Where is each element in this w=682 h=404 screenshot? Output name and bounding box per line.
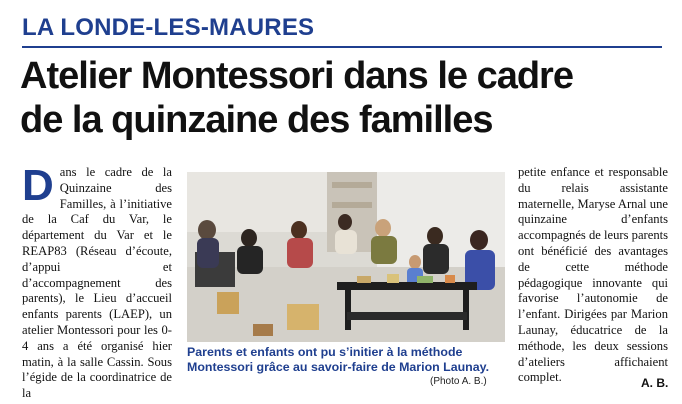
photo-caption (187, 345, 505, 375)
photo-illustration (187, 172, 505, 342)
article-photo (187, 172, 505, 342)
photo-credit: (Photo A. B.) (430, 376, 487, 387)
headline (20, 54, 670, 142)
author-signature: A. B. (641, 376, 669, 390)
article-column-right (518, 165, 668, 386)
section-kicker: LA LONDE-LES-MAURES (22, 14, 315, 41)
dropcap: D (22, 161, 54, 210)
article-text-right: petite enfance et responsable du relais assistante maternelle, Maryse Arnal une quinzaine d’enfants accompagnés de leurs parents ont bénéficié des avantages de cette méthode pédagogique innovante qui favorise l’autonomie de l’enfant. Dirigées par Marion Launay, éducatrice de la méthode, les deux sessions d’ateliers affichaient complet. (518, 165, 669, 385)
article-column-left (22, 161, 172, 402)
kicker-rule (22, 46, 662, 48)
photo-caption-line-1: Parents et enfants ont pu s’initier à la méthode (187, 345, 463, 359)
photo-caption-line-2: Montessori grâce au savoir-faire de Marion Launay. (187, 360, 490, 374)
headline-line-1: Atelier Montessori dans le cadre (20, 55, 573, 97)
article-text-left: ans le cadre de la Quinzaine des Familles, à l’initiative de la Caf du Var, le département du Var et le REAP83 (Réseau d’écoute, d’appui et d’accompagnement des parents), le Lieu d’accueil enfants parents (LAEP), un atelier Montessori pour les 0- 4 ans a été organisé hier matin, à la salle Cassin. Sous l’égide de la coordinatrice de la (22, 165, 172, 401)
headline-line-2: de la quinzaine des familles (20, 99, 493, 141)
